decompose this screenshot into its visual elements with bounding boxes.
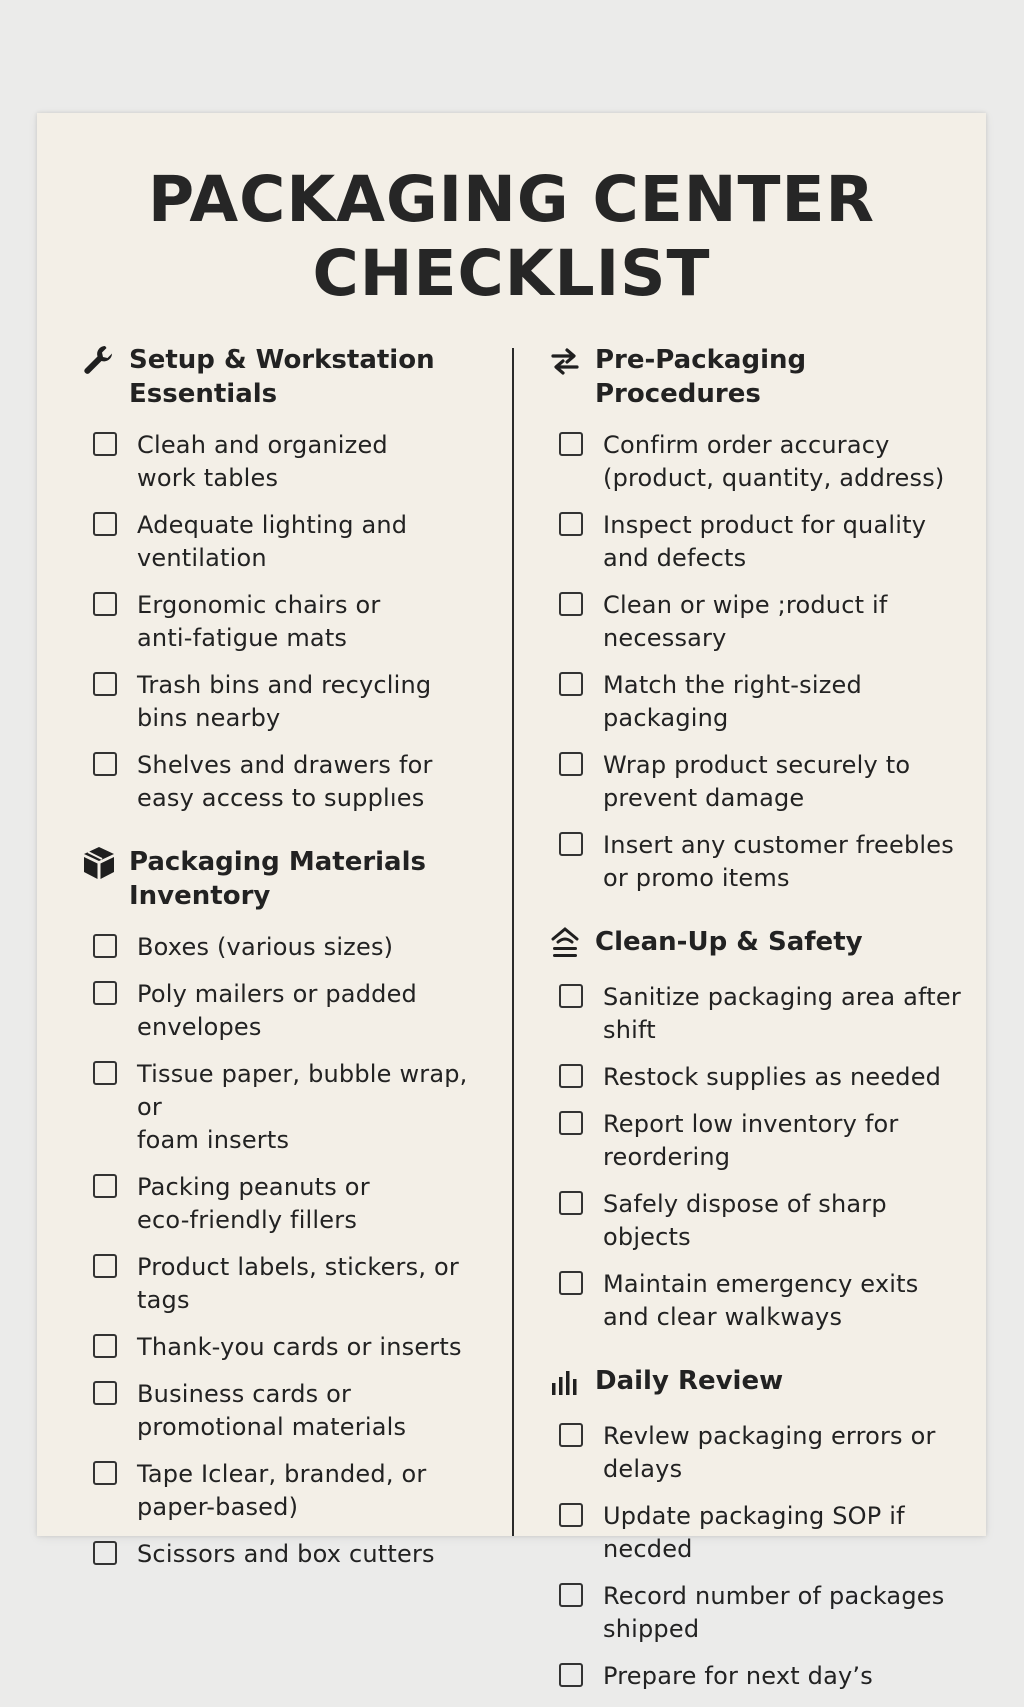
checklist-item-line-1: Shelves and drawers for bbox=[137, 751, 433, 779]
checklist-item-line-1: Prepare for next day’s bbox=[603, 1662, 873, 1690]
checkbox[interactable] bbox=[93, 934, 117, 958]
section-gap bbox=[79, 829, 499, 845]
checkbox[interactable] bbox=[559, 512, 583, 536]
checkbox[interactable] bbox=[93, 1061, 117, 1085]
checklist-item[interactable] bbox=[545, 509, 977, 575]
checkbox[interactable] bbox=[559, 1663, 583, 1687]
section-gap bbox=[545, 909, 977, 925]
section-title bbox=[595, 925, 863, 959]
checklist-item[interactable] bbox=[79, 1058, 499, 1157]
checklist-item-line-1: Boxes (various sizes) bbox=[137, 933, 394, 961]
checklist-item-label bbox=[603, 829, 954, 895]
checklist-item-line-2: eco-friendly fillers bbox=[137, 1206, 358, 1234]
checklist-item-label bbox=[137, 1058, 499, 1157]
checkbox[interactable] bbox=[93, 672, 117, 696]
checklist-item-line-1: Tape Iclear, branded, or bbox=[137, 1460, 427, 1488]
checklist-item[interactable] bbox=[545, 829, 977, 895]
checklist-item[interactable] bbox=[79, 749, 499, 815]
checklist-item-line-1: Thank-you cards or inserts bbox=[137, 1333, 462, 1361]
checklist-item-line-1: Clean or wipe ;roduct if bbox=[603, 591, 888, 619]
checklist-item-label bbox=[603, 1188, 977, 1254]
checklist-item-line-1: Poly mailers or padded bbox=[137, 980, 417, 1008]
checklist-item-line-1: Scissors and box cutters bbox=[137, 1540, 435, 1568]
checklist-item-label bbox=[137, 509, 407, 575]
checklist-item-label bbox=[603, 1580, 944, 1646]
checklist-item[interactable] bbox=[79, 1251, 499, 1317]
checklist-item-line-1: Confirm order accuracy bbox=[603, 431, 890, 459]
checklist-item[interactable] bbox=[79, 978, 499, 1044]
checklist-item-label bbox=[603, 429, 945, 495]
checklist-item-label bbox=[603, 1500, 905, 1566]
checkbox[interactable] bbox=[559, 1583, 583, 1607]
checklist-item-line-1: Ergonomic chairs or bbox=[137, 591, 381, 619]
checklist-item-line-1: Packing peanuts or bbox=[137, 1173, 370, 1201]
checkbox[interactable] bbox=[93, 512, 117, 536]
cleanup-icon bbox=[545, 923, 585, 963]
checklist-item-line-1: Report low inventory for bbox=[603, 1110, 899, 1138]
checklist-item-line-2: prevent damage bbox=[603, 784, 805, 812]
checklist-item[interactable] bbox=[545, 1660, 977, 1693]
checklist-item[interactable] bbox=[545, 429, 977, 495]
section-header bbox=[79, 845, 499, 913]
section-title bbox=[595, 1364, 783, 1398]
checklist-item-label bbox=[137, 429, 388, 495]
checklist-item[interactable] bbox=[79, 589, 499, 655]
checklist-item[interactable] bbox=[545, 1061, 977, 1094]
checklist-item-label bbox=[137, 1538, 435, 1571]
checkbox[interactable] bbox=[559, 1423, 583, 1447]
section-header bbox=[545, 1364, 977, 1402]
page-title bbox=[37, 163, 986, 311]
checkbox[interactable] bbox=[559, 672, 583, 696]
checkbox[interactable] bbox=[93, 432, 117, 456]
section-gap bbox=[545, 1348, 977, 1364]
page-title-line-1: PACKAGING CENTER bbox=[148, 163, 875, 236]
section-header bbox=[545, 343, 977, 411]
checklist-item-line-1: Sanitize packaging area after bbox=[603, 983, 961, 1011]
checklist-item[interactable] bbox=[79, 669, 499, 735]
checkbox[interactable] bbox=[559, 1191, 583, 1215]
section-title-line-1: Pre-Packaging Procedures bbox=[595, 345, 807, 409]
left-column bbox=[79, 343, 499, 1585]
checkbox[interactable] bbox=[93, 1461, 117, 1485]
checklist-item[interactable] bbox=[79, 1538, 499, 1571]
checklist-item-line-2: foam inserts bbox=[137, 1126, 290, 1154]
checklist-item-label bbox=[603, 1061, 941, 1094]
checklist-item-line-1: Trash bins and recycling bbox=[137, 671, 432, 699]
checklist-item-line-2: necded bbox=[603, 1535, 693, 1563]
checkbox[interactable] bbox=[559, 432, 583, 456]
checkbox[interactable] bbox=[559, 832, 583, 856]
checklist-item-label bbox=[137, 1458, 426, 1524]
wrench-icon bbox=[79, 341, 119, 381]
checklist-item-label bbox=[603, 749, 910, 815]
checkbox[interactable] bbox=[93, 1334, 117, 1358]
checklist-item[interactable] bbox=[545, 1268, 977, 1334]
checkbox[interactable] bbox=[559, 1271, 583, 1295]
checklist-item[interactable] bbox=[79, 1378, 499, 1444]
checklist-item[interactable] bbox=[545, 1108, 977, 1174]
checklist-item-line-2: or promo items bbox=[603, 864, 790, 892]
checklist-item[interactable] bbox=[545, 1500, 977, 1566]
checklist-item-line-1: Cleah and organized bbox=[137, 431, 388, 459]
checklist-item-label bbox=[603, 669, 977, 735]
checklist-item[interactable] bbox=[79, 931, 499, 964]
checklist-item-label bbox=[603, 1660, 873, 1693]
checklist-item[interactable] bbox=[79, 1458, 499, 1524]
checklist-item[interactable] bbox=[545, 1188, 977, 1254]
checklist-item-label bbox=[603, 509, 926, 575]
checklist-item[interactable] bbox=[545, 981, 977, 1047]
checklist-item-line-2: shift bbox=[603, 1016, 656, 1044]
checklist-item-line-1: Product labels, stickers, or bbox=[137, 1253, 459, 1281]
checkbox[interactable] bbox=[93, 592, 117, 616]
checklist-item-line-2: anti-fatigue mats bbox=[137, 624, 348, 652]
checklist-item-label bbox=[137, 931, 393, 964]
checkbox[interactable] bbox=[93, 1174, 117, 1198]
checklist-item-line-2: necessary bbox=[603, 624, 727, 652]
section-title bbox=[129, 343, 435, 411]
section-title-line-1: Setup & Workstation bbox=[129, 345, 435, 375]
checklist-item-line-2: envelopes bbox=[137, 1013, 262, 1041]
checklist-item-line-2: promotional materials bbox=[137, 1413, 407, 1441]
checklist-item-line-2: and defects bbox=[603, 544, 747, 572]
checklist-item[interactable] bbox=[545, 669, 977, 735]
section-title bbox=[595, 343, 977, 411]
section-title-line-2: Inventory bbox=[129, 881, 271, 911]
checklist-item-line-1: Revlew packaging errors or bbox=[603, 1422, 936, 1450]
checklist-item-line-2: paper-based) bbox=[137, 1493, 299, 1521]
checkbox[interactable] bbox=[559, 1064, 583, 1088]
checkbox[interactable] bbox=[559, 1503, 583, 1527]
checklist-item-line-1: Wrap product securely to bbox=[603, 751, 911, 779]
checkbox[interactable] bbox=[93, 1254, 117, 1278]
checklist-item[interactable] bbox=[545, 589, 977, 655]
checkbox[interactable] bbox=[559, 984, 583, 1008]
checklist-item-line-2: tags bbox=[137, 1286, 190, 1314]
checkbox[interactable] bbox=[559, 752, 583, 776]
checklist-item-line-2: ventilation bbox=[137, 544, 267, 572]
section-title-line-1: Clean-Up & Safety bbox=[595, 927, 863, 957]
checklist-item-line-2: (product, quantity, address) bbox=[603, 464, 945, 492]
checklist-item[interactable] bbox=[79, 429, 499, 495]
checklist-item-label bbox=[603, 1420, 936, 1486]
section-title-line-2: Essentials bbox=[129, 379, 278, 409]
checklist-item[interactable] bbox=[79, 1171, 499, 1237]
checklist-sheet bbox=[37, 113, 986, 1690]
section-title bbox=[129, 845, 426, 913]
checklist-item-line-2: reordering bbox=[603, 1143, 731, 1171]
checklist-item-line-2: easy access to supplıes bbox=[137, 784, 425, 812]
checklist-item-label bbox=[137, 1171, 370, 1237]
page-title-line-2: CHECKLIST bbox=[312, 237, 711, 310]
checklist-item-label bbox=[603, 589, 888, 655]
checklist-item-label bbox=[137, 589, 380, 655]
swap-arrows-icon bbox=[545, 341, 585, 381]
checkbox[interactable] bbox=[93, 981, 117, 1005]
checklist-item[interactable] bbox=[545, 1420, 977, 1486]
checklist-item[interactable] bbox=[79, 1331, 499, 1364]
checklist-item-label bbox=[137, 978, 417, 1044]
checklist-item-line-1: Restock supplies as needed bbox=[603, 1063, 942, 1091]
checklist-item-line-1: Adequate lighting and bbox=[137, 511, 408, 539]
section-header bbox=[545, 925, 977, 963]
checklist-item-line-1: Safely dispose of sharp objects bbox=[603, 1190, 887, 1251]
checkbox[interactable] bbox=[559, 592, 583, 616]
column-divider bbox=[512, 348, 514, 1536]
box-icon bbox=[79, 843, 119, 883]
checklist-item-label bbox=[603, 981, 961, 1047]
checklist-item[interactable] bbox=[545, 1580, 977, 1646]
checklist-item-line-1: Tissue paper, bubble wrap, or bbox=[137, 1060, 468, 1121]
checkbox[interactable] bbox=[93, 1541, 117, 1565]
checklist-item-line-2: shipped bbox=[603, 1615, 700, 1643]
checkbox[interactable] bbox=[93, 752, 117, 776]
bar-chart-icon bbox=[545, 1362, 585, 1402]
checklist-item-line-1: Business cards or bbox=[137, 1380, 352, 1408]
checklist-item[interactable] bbox=[545, 749, 977, 815]
checklist-item-label bbox=[137, 1331, 462, 1364]
checklist-item-line-2: delays bbox=[603, 1455, 683, 1483]
checklist-item-line-1: Insert any customer freebles bbox=[603, 831, 954, 859]
checklist-item-line-1: Inspect product for quality bbox=[603, 511, 927, 539]
checkbox[interactable] bbox=[559, 1111, 583, 1135]
checklist-item-line-1: Match the right-sized packaging bbox=[603, 671, 862, 732]
section-header bbox=[79, 343, 499, 411]
checklist-item-label bbox=[603, 1108, 898, 1174]
checkbox[interactable] bbox=[93, 1381, 117, 1405]
checklist-item-label bbox=[137, 1378, 406, 1444]
section-title-line-1: Packaging Materials bbox=[129, 847, 426, 877]
checklist-item[interactable] bbox=[79, 509, 499, 575]
checklist-item-line-2: bins nearby bbox=[137, 704, 281, 732]
checklist-item-line-1: Maintain emergency exits bbox=[603, 1270, 919, 1298]
right-column bbox=[545, 343, 977, 1707]
checklist-item-line-1: Record number of packages bbox=[603, 1582, 945, 1610]
checklist-item-line-2: work tables bbox=[137, 464, 279, 492]
checklist-item-label bbox=[137, 749, 433, 815]
checklist-item-label bbox=[137, 669, 431, 735]
section-title-line-1: Daily Review bbox=[595, 1366, 784, 1396]
checklist-item-line-2: and clear walkways bbox=[603, 1303, 843, 1331]
checklist-item-line-1: Update packaging SOP if bbox=[603, 1502, 905, 1530]
checklist-item-label bbox=[603, 1268, 918, 1334]
checklist-item-label bbox=[137, 1251, 459, 1317]
